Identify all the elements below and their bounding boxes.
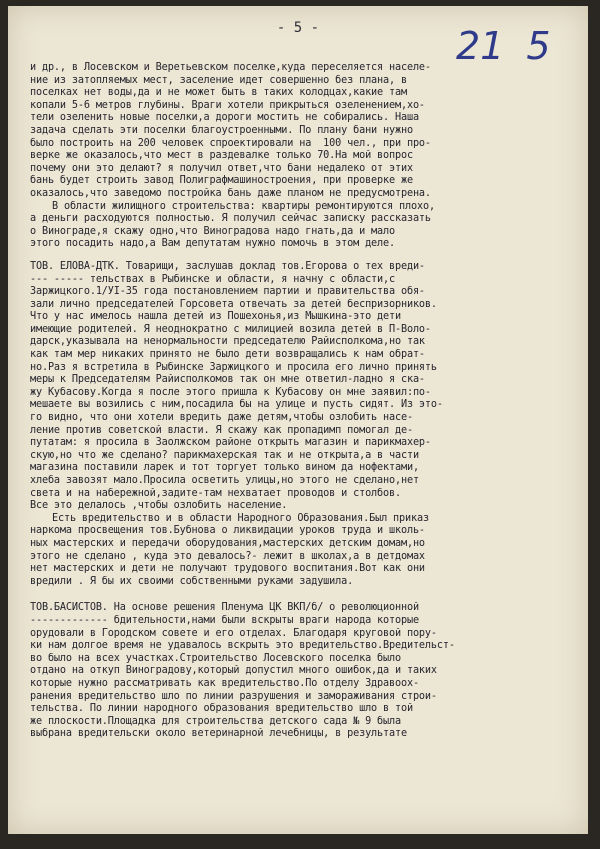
text-line: зали лично председателей Горсовета отвечать за детей беспризорников. xyxy=(30,298,437,310)
text-line: во было на всех участках.Строительство Лосевского поселка было xyxy=(30,652,401,664)
text-line: дарск,указывала на ненормальности председателю Райисполкома,но так xyxy=(30,336,425,348)
text-line: нет мастерских и дети не получают трудового воспитания.Вот как они xyxy=(30,563,425,575)
paragraph-elova-speech xyxy=(30,261,576,588)
text-line: мешаете вы возились с ним,посадила бы на улице и пусть сидят. Из это- xyxy=(30,399,443,411)
text-line: тельства. По линии народного образования вредительство шло в той xyxy=(30,703,413,715)
text-line: ние из затопляемых мест, заселение идет совершенно без плана, в xyxy=(30,74,407,86)
text-line: магазина поставили ларек и тот торгует только вином да нофектами, xyxy=(30,462,419,474)
text-line: ление против советской власти. Я скажу как пропадимп помогал де- xyxy=(30,424,413,436)
text-line: этого не сделано , куда это девалось?- лежит в школах,а в детдомах xyxy=(30,550,425,562)
text-line: В области жилищного строительства: квартиры ремонтируются плохо, xyxy=(52,200,435,212)
text-line: как там мер никаких принято не было дети возвращались к нам обрат- xyxy=(30,349,425,361)
text-line: имеющие родителей. Я неоднократно с милицией возила детей в П-Воло- xyxy=(30,323,431,335)
text-line: путатам: я просила в Заолжском районе открыть магазин и парикмахер- xyxy=(30,437,431,449)
text-line: ранения вредительство шло по линии разрушения и замораживания строи- xyxy=(30,690,437,702)
text-line: выбрана вредительски около ветеринарной лечебницы, в результате xyxy=(30,728,407,740)
text-line: орудовали в Городском совете и его отделах. Благодаря круговой пору- xyxy=(30,627,437,639)
text-line: о Винограде,я скажу одно,что Виноградова надо гнать,да и мало xyxy=(30,225,395,237)
text-line: наркома просвещения тов.Бубнова о ликвидации уроков труда и школь- xyxy=(30,525,425,537)
text-line: Что у нас имелось нашла детей из Пошехонья,из Мышкина-это дети xyxy=(30,311,401,323)
text-line: задача сделать эти поселки благоустроенными. По плану бани нужно xyxy=(30,124,413,136)
text-line: отдано на откуп Виноградову,который допустил много ошибок,да и таких xyxy=(30,665,437,677)
page-number: - 5 - xyxy=(276,20,320,36)
text-line: меры к Председателям Райисполкомов так он мне ответил-ладно я ска- xyxy=(30,374,425,386)
text-line: этого посадить надо,а Вам депутатам нужно помочь в этом деле. xyxy=(30,238,395,250)
text-line: Заржицкого.1/УІ-35 года постановлением партии и правительства обя- xyxy=(30,286,425,298)
folio-mark: 21 xyxy=(456,24,505,68)
text-line: было построить на 200 человек спроектировали на 100 чел., при про- xyxy=(30,137,431,149)
text-line: ных мастерских и передачи оборудования,мастерских детским домам,но xyxy=(30,537,425,549)
typed-text xyxy=(30,62,576,741)
text-line: скую,но что же сделано? парикмахерская так и не открыта,а в части xyxy=(30,449,419,461)
paragraph-basistov-speech xyxy=(30,602,576,741)
text-line: го видно, что они хотели вредить даже детям,чтобы озлобить насе- xyxy=(30,412,413,424)
text-line: верке же оказалось,что мест в раздевалке только 70.На мой вопрос xyxy=(30,150,413,162)
text-line: же плоскости.Площадка для строительства детского сада № 9 была xyxy=(30,715,401,727)
text-line: Есть вредительство и в области Народного Образования.Был приказ xyxy=(52,512,429,524)
text-line: вредили . Я бы их своими собственными руками задушила. xyxy=(30,575,354,587)
paragraph-housing xyxy=(30,62,576,251)
text-line: оказалось,что заведомо постройка бань даже планом не предусмотрена. xyxy=(30,187,431,199)
text-line: ТОВ. ЕЛОВА-ДТК. Товарищи, заслушав доклад тов.Егорова о тех вреди- xyxy=(30,260,425,272)
text-line: Все это делалось ,чтобы озлобить население. xyxy=(30,500,288,512)
document-page xyxy=(8,6,588,834)
text-line: бань будет строить завод Полиграфмашиностроения, при проверке же xyxy=(30,175,413,187)
text-line: почему они это делают? я получил ответ,что бани недалеко от этих xyxy=(30,162,413,174)
text-line: тели озеленить новые поселки,а дороги мостить не собирались. Наша xyxy=(30,112,419,124)
text-line: копали 5-6 метров глубины. Враги хотели прикрыться озеленением,хо- xyxy=(30,99,425,111)
text-line: поселках нет воды,да и не может быть в таких колодцах,какие там xyxy=(30,87,407,99)
text-line: ки нам долгое время не удавалось вскрыть это вредительство.Вредительст- xyxy=(30,640,455,652)
text-line: --- ----- тельствах в Рыбинске и области, я начну с области,с xyxy=(30,273,395,285)
text-line: а деньги расходуются полностью. Я получил сейчас записку рассказать xyxy=(30,213,431,225)
folio-mark: 5 xyxy=(526,24,551,68)
text-line: жу Кубасову.Когда я после этого пришла к Кубасову он мне заявил:по- xyxy=(30,386,431,398)
text-line: света и на набережной,задите-там нехватает проводов и столбов. xyxy=(30,487,401,499)
text-line: и др., в Лосевском и Веретьевском поселке,куда переселяется населе- xyxy=(30,62,431,73)
text-line: ТОВ.БАСИСТОВ. На основе решения Пленума ЦК ВКП/б/ о революционной xyxy=(30,602,419,614)
text-line: ------------- бдительности,нами были вскрыты враги народа которые xyxy=(30,614,419,626)
text-line: но.Раз я встретила в Рыбинске Заржицкого и просила его лично принять xyxy=(30,361,437,373)
text-line: которые нужно рассматривать как вредительство.По отделу Здравоох- xyxy=(30,677,419,689)
text-line: хлеба завозят мало.Просила осветить улицы,но этого не сделано,нет xyxy=(30,475,419,486)
